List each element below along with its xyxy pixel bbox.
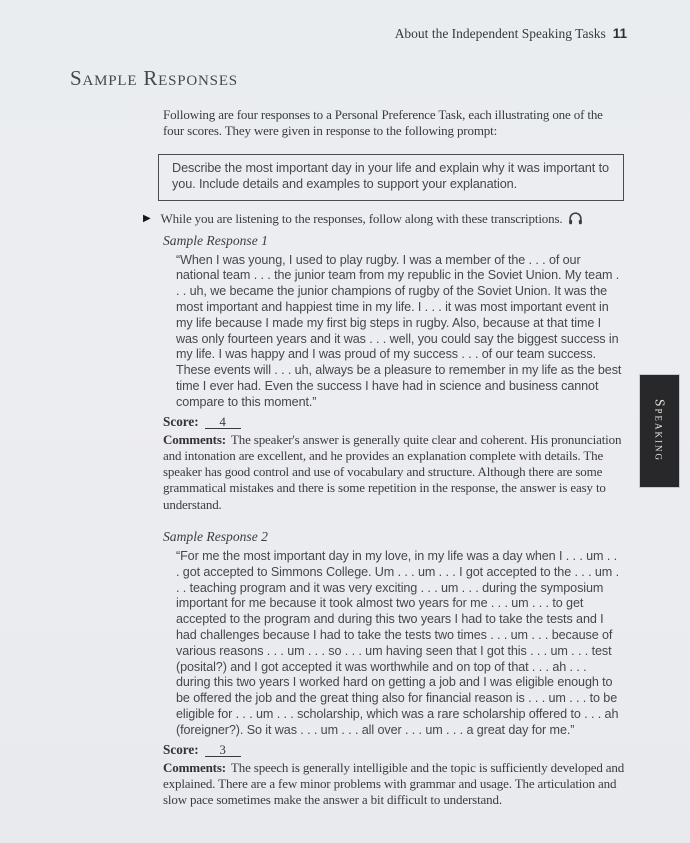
comments-label: Comments: xyxy=(163,431,226,447)
score-label: Score: xyxy=(163,741,199,757)
sample-response-1 xyxy=(0,233,690,513)
listening-note-text: While you are listening to the responses, follow along with these transcriptions. xyxy=(160,210,563,226)
sample-response-2-comments xyxy=(163,760,625,809)
prompt-box xyxy=(158,154,624,201)
prompt-text: Describe the most important day in your life and explain why it was important to you. Include details and examples to support your explanation. xyxy=(172,160,609,192)
intro-paragraph: Following are four responses to a Personal Preference Task, each illustrating one of the four scores. They were given in response to the following prompt: xyxy=(163,107,603,139)
sample-response-1-comments xyxy=(163,432,625,513)
sample-response-1-score-line xyxy=(163,414,690,430)
sample-response-1-transcript: “When I was young, I used to play rugby. I was a member of the . . . of our national team . . . the junior team from my republic in the Soviet Union. My team . . . uh, we became the junior champions of rugby of the Soviet Union. It was the most important and happiest time in my life. I . . . it was most important event in my life because I made my first big steps in rugby. Also, because at that time I was only fourteen years and it was . . . well, you could say the biggest success in my life. I was happy and I was proud of my success . . . of our team success. These events will . . . uh, always be a pleasure to remember in my life as the best time I ever had. Even the success I have had in science and business cannot compare to this moment.” xyxy=(176,252,622,409)
running-head-title: About the Independent Speaking Tasks xyxy=(394,26,606,41)
sample-response-2-transcript: “For me the most important day in my love, in my life was a day when I . . . um . . . got accepted to Simmons College. Um . . . um . . . I got accepted to the . . . um . . . teaching program and it was very exciting . . . um . . . during the symposium important for me because it took almost two years for me . . . um . . . to get accepted to the program and during this two years I had to take the tests and I had challenges because I had to take the tests two times . . . um . . . because of various reasons . . . um . . . so . . . um having seen that I got this . . . um . . . test (posital?) and I got accepted it was worthwhile and on top of that . . . ah . . . during this two years I worked hard on getting a job and I was eligible enough to be offered the job and the great thing also for financial reason is . . . um . . . to be eligible for . . . um . . . scholarship, which was a rare scholarship offered to . . . ah (foreigner?). So it was . . . um . . . all over . . . um . . . a great day for me.” xyxy=(176,549,619,737)
sample-response-2 xyxy=(0,529,690,808)
headphones-icon xyxy=(568,211,583,229)
page-header xyxy=(0,26,627,42)
comments-text: The speech is generally intelligible and the topic is sufficiently developed and explained. There are a few minor problems with grammar and usage. The articulation and slow pace sometimes make the answer a bit difficult to understand. xyxy=(163,759,625,808)
section-title: Sample Responses xyxy=(70,66,238,90)
score-value: 4 xyxy=(205,415,241,429)
score-value: 3 xyxy=(205,743,241,757)
content-column xyxy=(0,107,690,809)
comments-text: The speaker's answer is generally quite clear and coherent. His pronunciation and intonation are excellent, and he provides an explanation complete with details. The speaker has good control and use of vocabulary and structure. Although there are some grammatical mistakes and there is some repetition in the response, the answer is easy to understand. xyxy=(163,431,622,512)
sample-response-2-score-line xyxy=(163,742,690,758)
speaking-section-tab-label: Speaking xyxy=(652,399,668,463)
sample-response-2-title: Sample Response 2 xyxy=(163,529,268,545)
listening-note xyxy=(143,210,663,228)
page-number: 11 xyxy=(612,26,627,41)
sample-response-1-title: Sample Response 1 xyxy=(163,232,268,248)
triangle-bullet-icon: ▶ xyxy=(143,212,151,224)
comments-label: Comments: xyxy=(163,759,226,775)
speaking-section-tab xyxy=(640,375,679,487)
score-label: Score: xyxy=(163,413,199,429)
